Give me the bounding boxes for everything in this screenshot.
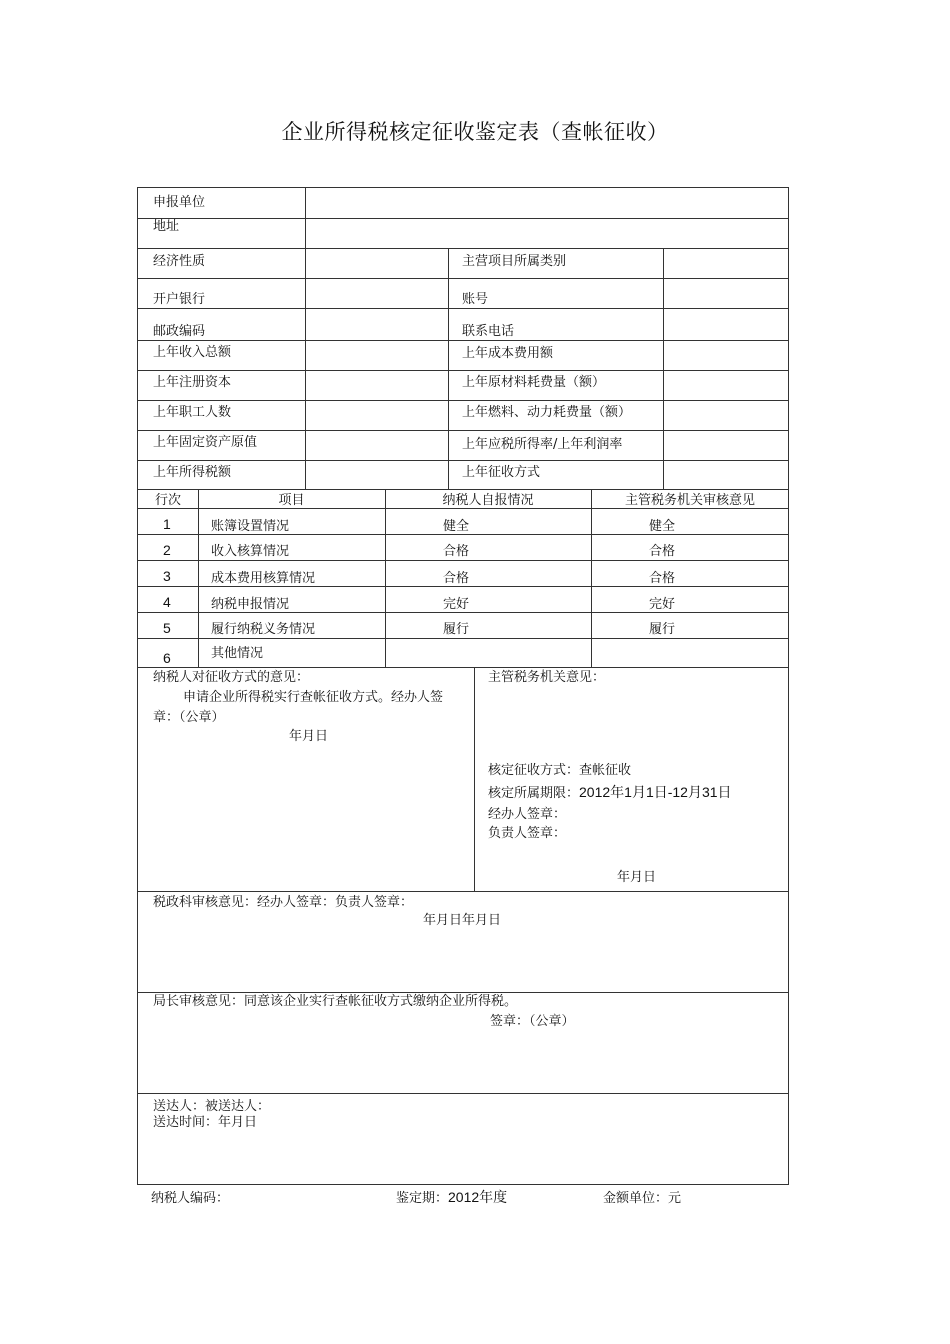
account-label: 账号 <box>462 292 489 307</box>
row-6-no: 6 <box>163 650 171 666</box>
handler-signature: 经办人签章： <box>488 807 567 822</box>
main-business-label: 主营项目所属类别 <box>462 254 567 269</box>
row-divider <box>138 340 789 341</box>
row-divider <box>138 400 789 401</box>
assessed-period-value: 2012年1月1日-12月31日 <box>579 784 732 800</box>
director-seal: 签章：（公章） <box>490 1014 575 1029</box>
taxpayer-opinion-seal: 章：（公章） <box>153 710 225 725</box>
authority-opinion-heading: 主管税务机关意见： <box>488 670 606 685</box>
row-divider <box>138 460 789 461</box>
row-5-review: 履行 <box>649 622 676 637</box>
row-divider <box>138 489 789 490</box>
section-divider <box>138 992 789 993</box>
delivery-time: 送达时间：年月日 <box>153 1115 258 1130</box>
policy-review-text: 税政科审核意见：经办人签章：负责人签章： <box>153 895 414 910</box>
assessment-period-value: 2012年度 <box>448 1189 508 1205</box>
row-divider <box>138 560 789 561</box>
profit-rate-label: 上年应税所得率/上年利润率 <box>462 437 623 452</box>
currency-unit: 金额单位：元 <box>603 1191 682 1206</box>
address-label: 地址 <box>153 219 180 234</box>
taxpayer-opinion-heading: 纳税人对征收方式的意见： <box>153 670 310 685</box>
postal-code-label: 邮政编码 <box>153 324 206 339</box>
delivery-persons: 送达人：被送达人： <box>153 1099 271 1114</box>
col-header-row-no: 行次 <box>155 493 182 508</box>
row-divider <box>138 218 789 219</box>
cost-label: 上年成本费用额 <box>462 346 554 361</box>
row-1-self: 健全 <box>443 519 470 534</box>
row-divider <box>138 308 789 309</box>
section-divider <box>138 891 789 892</box>
director-review-text: 局长审核意见：同意该企业实行查帐征收方式缴纳企业所得税。 <box>153 994 518 1009</box>
row-4-item: 纳税申报情况 <box>211 597 290 612</box>
leader-signature: 负责人签章： <box>488 826 567 841</box>
economic-nature-label: 经济性质 <box>153 254 206 269</box>
taxpayer-opinion-date: 年月日 <box>289 729 329 744</box>
row-4-review: 完好 <box>649 597 676 612</box>
col-divider <box>448 248 449 489</box>
registered-capital-label: 上年注册资本 <box>153 375 232 390</box>
row-6-item: 其他情况 <box>211 646 264 661</box>
col-divider <box>198 489 199 667</box>
employees-label: 上年职工人数 <box>153 405 232 420</box>
row-4-self: 完好 <box>443 597 470 612</box>
taxpayer-code-label: 纳税人编码： <box>151 1191 230 1206</box>
assessment-form <box>137 187 789 1185</box>
phone-label: 联系电话 <box>462 324 515 339</box>
section-divider <box>138 1093 789 1094</box>
assessment-period-label: 鉴定期： <box>396 1191 449 1206</box>
row-5-self: 履行 <box>443 622 470 637</box>
applicant-label: 申报单位 <box>153 195 206 210</box>
row-divider <box>138 248 789 249</box>
row-3-review: 合格 <box>649 571 676 586</box>
assessed-period <box>488 784 732 802</box>
assessed-method: 核定征收方式：查帐征收 <box>488 763 632 778</box>
row-divider <box>138 667 789 668</box>
collection-method-label: 上年征收方式 <box>462 465 541 480</box>
authority-opinion-date: 年月日 <box>617 870 657 885</box>
policy-review-dates: 年月日年月日 <box>423 913 502 928</box>
row-5-item: 履行纳税义务情况 <box>211 622 316 637</box>
row-divider <box>138 638 789 639</box>
material-cost-label: 上年原材料耗费量（额） <box>462 375 606 390</box>
col-divider <box>474 667 475 891</box>
col-header-item: 项目 <box>278 493 305 508</box>
row-divider <box>138 430 789 431</box>
col-divider <box>591 489 592 667</box>
row-2-self: 合格 <box>443 544 470 559</box>
row-1-item: 账簿设置情况 <box>211 519 290 534</box>
col-header-review: 主管税务机关审核意见 <box>624 493 755 508</box>
row-3-self: 合格 <box>443 571 470 586</box>
income-tax-label: 上年所得税额 <box>153 465 232 480</box>
row-2-no: 2 <box>163 542 171 558</box>
col-header-self-report: 纳税人自报情况 <box>442 493 534 508</box>
row-1-no: 1 <box>163 516 171 532</box>
row-2-item: 收入核算情况 <box>211 544 290 559</box>
col-divider <box>385 489 386 667</box>
col-divider <box>663 248 664 489</box>
row-divider <box>138 278 789 279</box>
row-1-review: 健全 <box>649 519 676 534</box>
row-2-review: 合格 <box>649 544 676 559</box>
row-3-item: 成本费用核算情况 <box>211 571 316 586</box>
page-title: 企业所得税核定征收鉴定表（查帐征收） <box>281 120 669 144</box>
row-3-no: 3 <box>163 568 171 584</box>
row-4-no: 4 <box>163 594 171 610</box>
fuel-power-label: 上年燃料、动力耗费量（额） <box>462 405 632 420</box>
income-label: 上年收入总额 <box>153 345 232 360</box>
taxpayer-opinion-text: 申请企业所得税实行查帐征收方式。经办人签 <box>183 690 444 705</box>
bank-label: 开户银行 <box>153 292 206 307</box>
col-divider <box>305 188 306 489</box>
row-5-no: 5 <box>163 620 171 636</box>
row-divider <box>138 370 789 371</box>
fixed-assets-label: 上年固定资产原值 <box>153 435 258 450</box>
assessment-period <box>396 1187 507 1207</box>
assessed-period-label: 核定所属期限： <box>488 786 580 801</box>
